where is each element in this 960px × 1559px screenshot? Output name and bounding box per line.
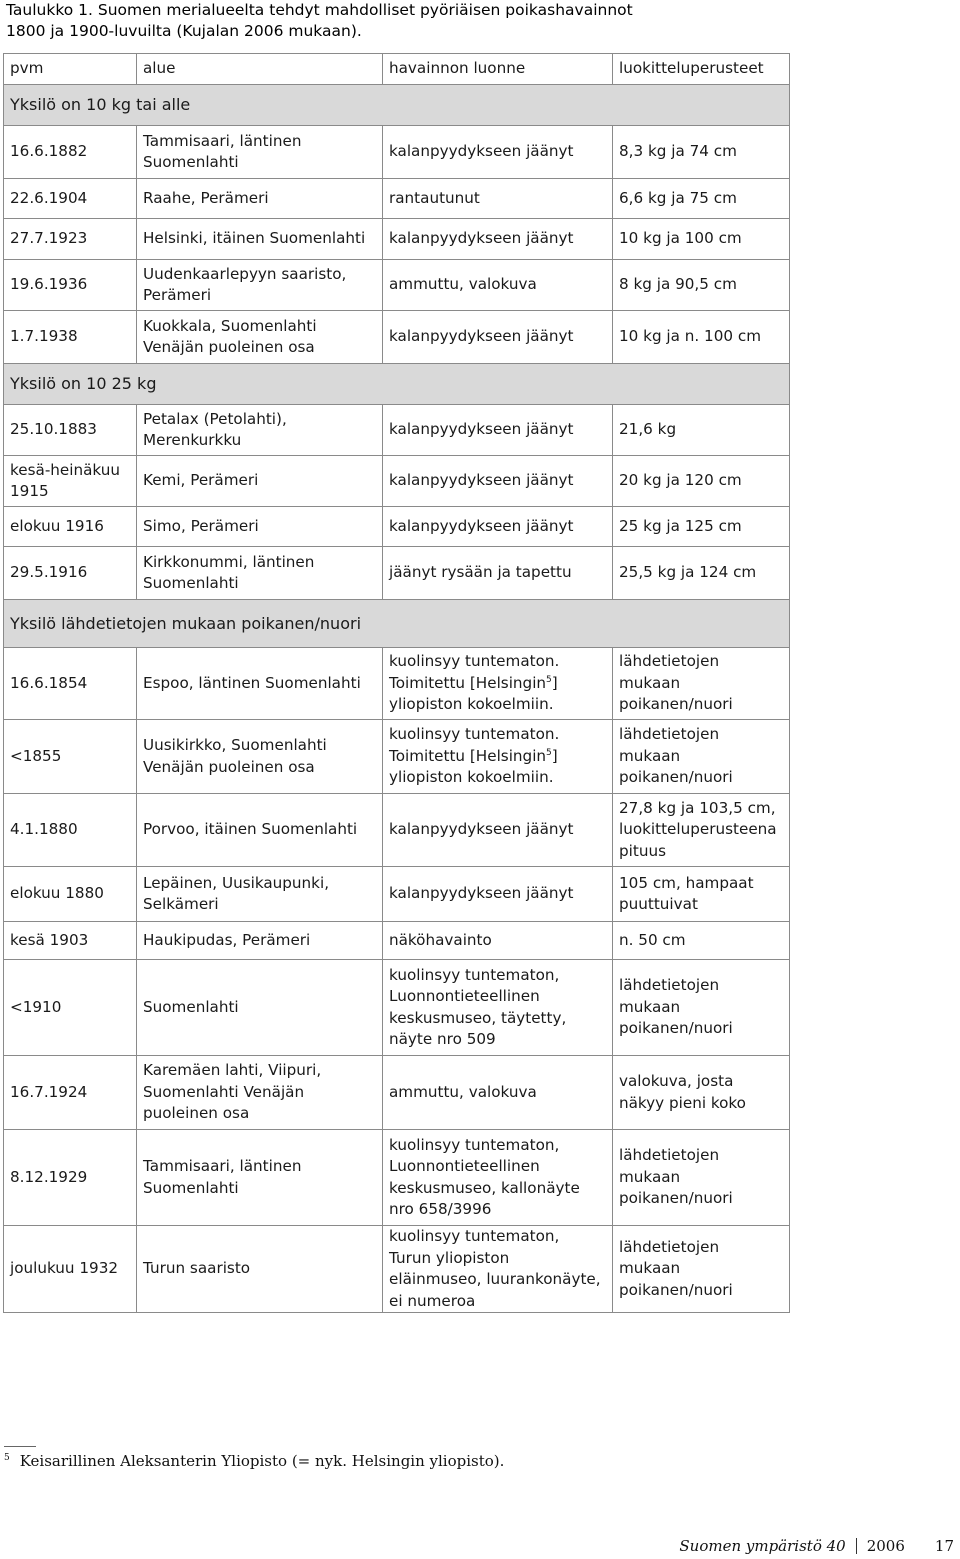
cell-criteria: lähdetietojen mukaan poikanen/nuori bbox=[613, 960, 790, 1056]
header-pvm: pvm bbox=[4, 54, 137, 85]
group-row bbox=[4, 364, 790, 405]
table-row bbox=[4, 720, 790, 794]
footnote-number: 5 bbox=[4, 1453, 10, 1463]
cell-area: Helsinki, itäinen Suomenlahti bbox=[137, 219, 383, 260]
group-label-10kg: Yksilö on 10 kg tai alle bbox=[4, 85, 790, 126]
cell-date: joulukuu 1932 bbox=[4, 1226, 137, 1313]
table-row bbox=[4, 260, 790, 311]
cell-type: kuolinsyy tuntematon, Turun yliopiston eläinmuseo, luurankonäyte, ei numeroa bbox=[383, 1226, 613, 1313]
cell-type: kalanpyydykseen jäänyt bbox=[383, 405, 613, 456]
footer-separator bbox=[856, 1538, 857, 1554]
cell-area: Lepäinen, Uusikaupunki, Selkämeri bbox=[137, 867, 383, 922]
cell-area: Petalax (Petolahti), Merenkurkku bbox=[137, 405, 383, 456]
cell-date: kesä-heinäkuu 1915 bbox=[4, 456, 137, 507]
table-row bbox=[4, 219, 790, 260]
cell-criteria: valokuva, josta näkyy pieni koko bbox=[613, 1056, 790, 1130]
cell-type: ammuttu, valokuva bbox=[383, 1056, 613, 1130]
cell-criteria: 10 kg ja n. 100 cm bbox=[613, 311, 790, 364]
footnote-divider bbox=[4, 1446, 36, 1447]
cell-criteria: 25 kg ja 125 cm bbox=[613, 507, 790, 547]
cell-type bbox=[383, 720, 613, 794]
table-header-row bbox=[4, 54, 790, 85]
footnote bbox=[4, 1452, 704, 1470]
cell-criteria: 8,3 kg ja 74 cm bbox=[613, 126, 790, 179]
caption-line-2: 1800 ja 1900-luvuilta (Kujalan 2006 mukaan). bbox=[6, 22, 362, 40]
page-number: 17 bbox=[934, 1537, 954, 1555]
cell-area: Raahe, Perämeri bbox=[137, 179, 383, 219]
cell-area: Tammisaari, läntinen Suomenlahti bbox=[137, 126, 383, 179]
cell-type: kalanpyydykseen jäänyt bbox=[383, 507, 613, 547]
table-row bbox=[4, 179, 790, 219]
cell-type: ammuttu, valokuva bbox=[383, 260, 613, 311]
footnote-marker: 5 bbox=[546, 747, 552, 758]
table-caption bbox=[6, 0, 706, 42]
cell-date: 19.6.1936 bbox=[4, 260, 137, 311]
header-alue: alue bbox=[137, 54, 383, 85]
publication-name: Suomen ympäristö 40 bbox=[679, 1537, 846, 1555]
cell-type: kalanpyydykseen jäänyt bbox=[383, 219, 613, 260]
cell-date: 27.7.1923 bbox=[4, 219, 137, 260]
cell-area: Kirkkonummi, läntinen Suomenlahti bbox=[137, 547, 383, 600]
cell-criteria: 105 cm, hampaat puuttuivat bbox=[613, 867, 790, 922]
table-row bbox=[4, 867, 790, 922]
cell-area: Haukipudas, Perämeri bbox=[137, 922, 383, 960]
cell-area: Suomenlahti bbox=[137, 960, 383, 1056]
table-row bbox=[4, 405, 790, 456]
cell-type: kuolinsyy tuntematon, Luonnontieteellinen keskusmuseo, kallonäyte nro 658/3996 bbox=[383, 1130, 613, 1226]
table-row bbox=[4, 311, 790, 364]
cell-date: 29.5.1916 bbox=[4, 547, 137, 600]
cell-criteria: 6,6 kg ja 75 cm bbox=[613, 179, 790, 219]
table-row bbox=[4, 1130, 790, 1226]
cell-criteria: lähdetietojen mukaan poikanen/nuori bbox=[613, 648, 790, 720]
table-row bbox=[4, 1226, 790, 1313]
cell-criteria: 8 kg ja 90,5 cm bbox=[613, 260, 790, 311]
cell-date: 16.6.1882 bbox=[4, 126, 137, 179]
cell-type: jäänyt rysään ja tapettu bbox=[383, 547, 613, 600]
table-row bbox=[4, 794, 790, 867]
group-label-10-25kg: Yksilö on 10 25 kg bbox=[4, 364, 790, 405]
cell-criteria: 25,5 kg ja 124 cm bbox=[613, 547, 790, 600]
cell-type: näköhavainto bbox=[383, 922, 613, 960]
footnote-text: Keisarillinen Aleksanterin Yliopisto (= nyk. Helsingin yliopisto). bbox=[19, 1452, 505, 1470]
header-havainnon-luonne: havainnon luonne bbox=[383, 54, 613, 85]
cell-date: 22.6.1904 bbox=[4, 179, 137, 219]
cell-area: Espoo, läntinen Suomenlahti bbox=[137, 648, 383, 720]
cell-date: 8.12.1929 bbox=[4, 1130, 137, 1226]
cell-criteria: 10 kg ja 100 cm bbox=[613, 219, 790, 260]
cell-criteria: 21,6 kg bbox=[613, 405, 790, 456]
porpoise-observations-table bbox=[3, 53, 790, 1313]
footnote-marker: 5 bbox=[546, 674, 552, 685]
cell-date: 4.1.1880 bbox=[4, 794, 137, 867]
cell-date: elokuu 1880 bbox=[4, 867, 137, 922]
cell-type: kalanpyydykseen jäänyt bbox=[383, 126, 613, 179]
cell-type: kalanpyydykseen jäänyt bbox=[383, 794, 613, 867]
table-row bbox=[4, 456, 790, 507]
table-row bbox=[4, 648, 790, 720]
cell-date: <1855 bbox=[4, 720, 137, 794]
cell-area: Porvoo, itäinen Suomenlahti bbox=[137, 794, 383, 867]
cell-date: elokuu 1916 bbox=[4, 507, 137, 547]
cell-criteria: lähdetietojen mukaan poikanen/nuori bbox=[613, 1130, 790, 1226]
table-row bbox=[4, 922, 790, 960]
cell-date: 25.10.1883 bbox=[4, 405, 137, 456]
cell-criteria: 27,8 kg ja 103,5 cm, luokitteluperusteena pituus bbox=[613, 794, 790, 867]
cell-criteria: lähdetietojen mukaan poikanen/nuori bbox=[613, 720, 790, 794]
cell-type-text: kuolinsyy tuntematon. Toimitettu [Helsingin bbox=[389, 725, 560, 765]
cell-date: 16.6.1854 bbox=[4, 648, 137, 720]
table-row bbox=[4, 960, 790, 1056]
cell-area: Turun saaristo bbox=[137, 1226, 383, 1313]
cell-date: kesä 1903 bbox=[4, 922, 137, 960]
cell-date: 16.7.1924 bbox=[4, 1056, 137, 1130]
table-row bbox=[4, 126, 790, 179]
table-row bbox=[4, 1056, 790, 1130]
cell-date: 1.7.1938 bbox=[4, 311, 137, 364]
cell-criteria: 20 kg ja 120 cm bbox=[613, 456, 790, 507]
table-row bbox=[4, 507, 790, 547]
cell-criteria: n. 50 cm bbox=[613, 922, 790, 960]
page-footer bbox=[679, 1537, 954, 1555]
cell-type-text: kuolinsyy tuntematon. Toimitettu [Helsingin bbox=[389, 652, 560, 692]
table-row bbox=[4, 547, 790, 600]
header-luokitteluperusteet: luokitteluperusteet bbox=[613, 54, 790, 85]
cell-area: Uusikirkko, Suomenlahti Venäjän puoleinen osa bbox=[137, 720, 383, 794]
cell-type: kalanpyydykseen jäänyt bbox=[383, 311, 613, 364]
cell-area: Uudenkaarlepyyn saaristo, Perämeri bbox=[137, 260, 383, 311]
group-row bbox=[4, 600, 790, 648]
cell-area: Kuokkala, Suomenlahti Venäjän puoleinen osa bbox=[137, 311, 383, 364]
cell-type-text: ] yliopiston kokoelmiin. bbox=[389, 746, 558, 787]
group-row bbox=[4, 85, 790, 126]
cell-area: Karemäen lahti, Viipuri, Suomenlahti Venäjän puoleinen osa bbox=[137, 1056, 383, 1130]
cell-area: Tammisaari, läntinen Suomenlahti bbox=[137, 1130, 383, 1226]
cell-type: kalanpyydykseen jäänyt bbox=[383, 867, 613, 922]
cell-type: kalanpyydykseen jäänyt bbox=[383, 456, 613, 507]
cell-type: kuolinsyy tuntematon, Luonnontieteellinen keskusmuseo, täytetty, näyte nro 509 bbox=[383, 960, 613, 1056]
cell-area: Simo, Perämeri bbox=[137, 507, 383, 547]
cell-type bbox=[383, 648, 613, 720]
cell-criteria: lähdetietojen mukaan poikanen/nuori bbox=[613, 1226, 790, 1313]
cell-date: <1910 bbox=[4, 960, 137, 1056]
caption-line-1: Taulukko 1. Suomen merialueelta tehdyt mahdolliset pyöriäisen poikashavainnot bbox=[6, 1, 633, 19]
group-label-young: Yksilö lähdetietojen mukaan poikanen/nuori bbox=[4, 600, 790, 648]
publication-year: 2006 bbox=[866, 1537, 905, 1555]
cell-type-text: ] yliopiston kokoelmiin. bbox=[389, 673, 558, 714]
cell-area: Kemi, Perämeri bbox=[137, 456, 383, 507]
cell-type: rantautunut bbox=[383, 179, 613, 219]
